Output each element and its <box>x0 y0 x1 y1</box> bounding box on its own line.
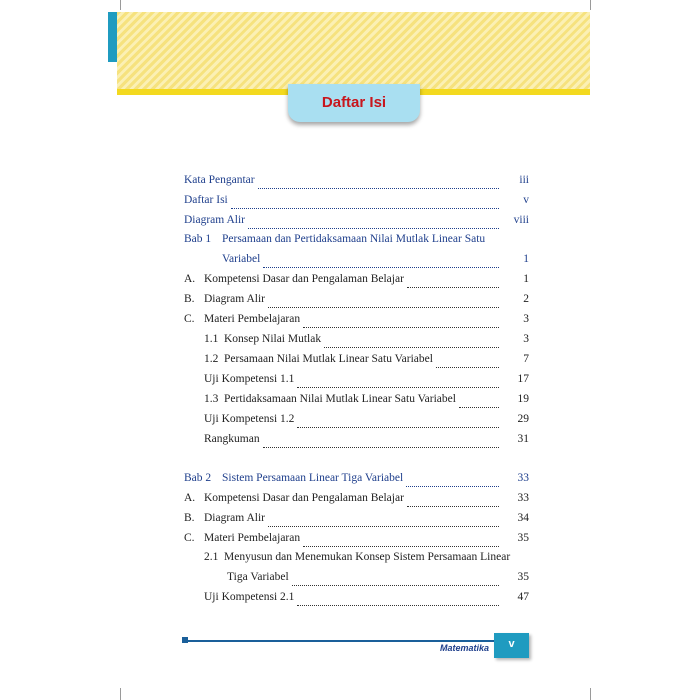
toc-page: 17 <box>517 373 529 385</box>
toc-label: Kata Pengantar <box>184 174 255 186</box>
toc-row[interactable] <box>184 512 502 530</box>
page-title: Daftar Isi <box>321 94 387 111</box>
toc-page: iii <box>519 174 529 186</box>
toc-number: A. <box>184 273 196 285</box>
toc-label: Materi Pembelajaran <box>204 532 301 544</box>
toc-number: C. <box>184 313 195 325</box>
dot-leader <box>406 485 499 487</box>
toc-label: Rangkuman <box>204 433 260 445</box>
toc-label: Daftar Isi <box>184 194 228 206</box>
toc-row[interactable] <box>184 174 502 192</box>
dot-leader <box>459 406 499 408</box>
toc-row[interactable] <box>184 293 502 311</box>
toc-number: A. <box>184 492 196 504</box>
toc-row[interactable] <box>184 492 502 510</box>
dot-leader <box>263 266 499 268</box>
toc-row[interactable] <box>184 214 502 232</box>
dot-leader <box>292 584 499 586</box>
toc-row[interactable] <box>184 532 502 550</box>
toc-row[interactable] <box>184 472 502 490</box>
toc-row[interactable] <box>184 233 524 251</box>
toc-row[interactable] <box>204 591 502 609</box>
toc-number: 1.3 <box>204 393 219 405</box>
dot-leader <box>407 286 499 288</box>
toc-number: 2.1 <box>204 551 219 563</box>
dot-leader <box>436 366 499 368</box>
toc-label: Menyusun dan Menemukan Konsep Sistem Persamaan Linear <box>224 551 511 563</box>
toc-label: Persamaan dan Pertidaksamaan Nilai Mutlak Linear Satu <box>222 233 486 245</box>
toc-label: Uji Kompetensi 1.2 <box>204 413 295 425</box>
toc-number: Bab 1 <box>184 233 212 245</box>
toc-row[interactable] <box>204 413 502 431</box>
toc-number: 1.1 <box>204 333 219 345</box>
toc-label: Tiga Variabel <box>227 571 289 583</box>
toc-number: 1.2 <box>204 353 219 365</box>
toc-page: 34 <box>517 512 529 524</box>
toc-page: 2 <box>523 293 529 305</box>
dot-leader <box>258 187 499 189</box>
toc-label: Kompetensi Dasar dan Pengalaman Belajar <box>204 273 404 285</box>
page-number: v <box>508 638 515 650</box>
dot-leader <box>303 545 499 547</box>
footer-subject: Matematika <box>440 643 490 653</box>
toc-label: Pertidaksamaan Nilai Mutlak Linear Satu Variabel <box>224 393 456 405</box>
toc-label: Sistem Persamaan Linear Tiga Variabel <box>222 472 404 484</box>
toc-page: 29 <box>517 413 529 425</box>
toc-page: 47 <box>517 591 529 603</box>
dot-leader <box>297 604 499 606</box>
toc-page: 33 <box>517 472 529 484</box>
dot-leader <box>297 426 499 428</box>
toc-number: B. <box>184 512 195 524</box>
toc-label: Kompetensi Dasar dan Pengalaman Belajar <box>204 492 404 504</box>
dot-leader <box>248 227 499 229</box>
toc-page: 31 <box>517 433 529 445</box>
toc-page: 3 <box>523 313 529 325</box>
toc-page: 35 <box>517 571 529 583</box>
toc-row[interactable] <box>204 333 502 351</box>
toc-label: Uji Kompetensi 1.1 <box>204 373 295 385</box>
footer-rule <box>184 640 496 642</box>
toc-row[interactable] <box>204 373 502 391</box>
toc-row[interactable] <box>184 273 502 291</box>
dot-leader <box>407 505 499 507</box>
dot-leader <box>268 306 499 308</box>
toc-row[interactable] <box>227 571 502 589</box>
toc-label: Variabel <box>222 253 261 265</box>
toc-label: Uji Kompetensi 2.1 <box>204 591 295 603</box>
toc-row[interactable] <box>204 353 502 371</box>
page-number-box <box>494 633 529 658</box>
toc-number: C. <box>184 532 195 544</box>
toc-page: 33 <box>517 492 529 504</box>
dot-leader <box>263 446 499 448</box>
toc-label: Diagram Alir <box>204 512 265 524</box>
dot-leader <box>268 525 499 527</box>
toc-page: 1 <box>523 273 529 285</box>
toc-row[interactable] <box>184 194 502 212</box>
toc-label: Konsep Nilai Mutlak <box>224 333 322 345</box>
dot-leader <box>231 207 499 209</box>
toc-page: 35 <box>517 532 529 544</box>
dot-leader <box>324 346 499 348</box>
toc-label: Diagram Alir <box>184 214 245 226</box>
toc-row[interactable] <box>222 253 502 271</box>
toc-label: Materi Pembelajaran <box>204 313 301 325</box>
dot-leader <box>297 386 499 388</box>
toc-page: 19 <box>517 393 529 405</box>
toc-row[interactable] <box>204 433 502 451</box>
toc-page: v <box>523 194 529 206</box>
toc-label: Diagram Alir <box>204 293 265 305</box>
dot-leader <box>303 326 499 328</box>
toc-page: 3 <box>523 333 529 345</box>
toc-label: Persamaan Nilai Mutlak Linear Satu Variabel <box>224 353 433 365</box>
toc-page: 1 <box>523 253 529 265</box>
toc-number: B. <box>184 293 195 305</box>
toc-number: Bab 2 <box>184 472 212 484</box>
toc-page: viii <box>513 214 529 226</box>
toc-page: 7 <box>523 353 529 365</box>
toc-row[interactable] <box>204 551 524 569</box>
toc-row[interactable] <box>204 393 502 411</box>
toc-row[interactable] <box>184 313 502 331</box>
